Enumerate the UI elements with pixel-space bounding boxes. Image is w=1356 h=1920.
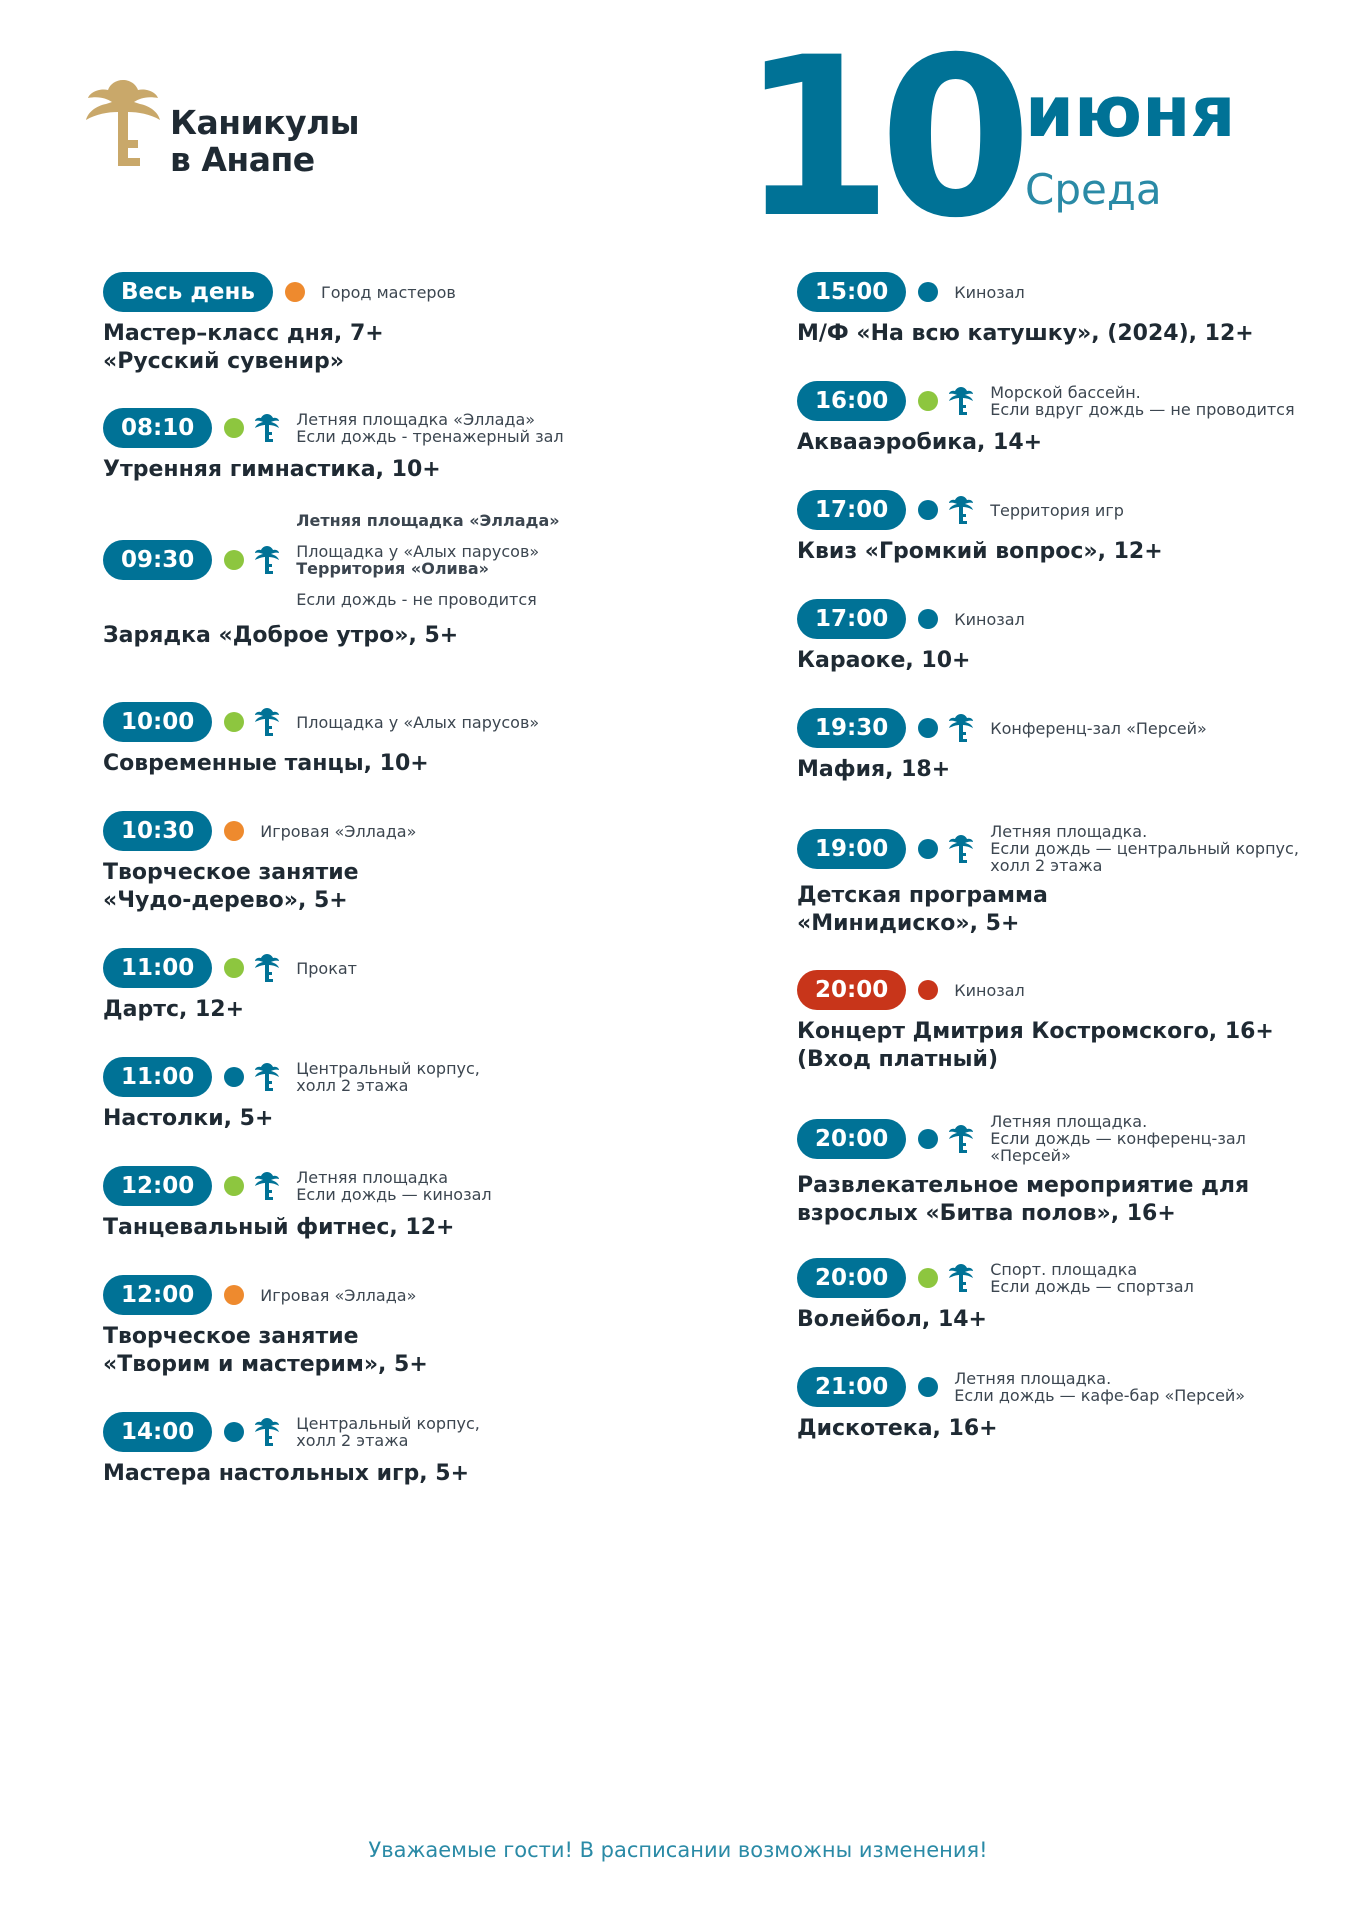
event-title bbox=[797, 1415, 1245, 1443]
category-dot-icon bbox=[918, 609, 938, 629]
event-title bbox=[797, 320, 1254, 348]
location-line: Летняя площадка. bbox=[990, 1112, 1148, 1131]
event-location bbox=[954, 284, 1025, 301]
event-right-8 bbox=[797, 1258, 1194, 1334]
location-line: Если дождь — кинозал bbox=[296, 1185, 492, 1204]
footer-notice: Уважаемые гости! В расписании возможны изменения! bbox=[368, 1838, 988, 1862]
palm-tree-icon bbox=[948, 495, 974, 525]
location-line: Если вдруг дождь — не проводится bbox=[990, 400, 1295, 419]
event-title bbox=[103, 1214, 492, 1242]
title-line: «Минидиско», 5+ bbox=[797, 911, 1020, 936]
location-line: Летняя площадка. bbox=[990, 822, 1148, 841]
event-time-pill: 20:00 bbox=[797, 1258, 906, 1298]
event-location bbox=[990, 384, 1294, 418]
event-left-7 bbox=[103, 1166, 492, 1242]
palm-tree-icon bbox=[948, 1124, 974, 1154]
title-line: Мастер–класс дня, 7+ bbox=[103, 321, 384, 346]
event-time-pill: 20:00 bbox=[797, 1119, 906, 1159]
date-weekday: Среда bbox=[1025, 165, 1162, 214]
event-time-pill: 19:30 bbox=[797, 708, 906, 748]
palm-tree-icon bbox=[254, 545, 280, 575]
location-line: Если дождь — спортзал bbox=[990, 1277, 1194, 1296]
event-location bbox=[954, 982, 1025, 999]
category-dot-icon bbox=[918, 1377, 938, 1397]
brand-line-1: Каникулы bbox=[170, 103, 360, 142]
location-line: Если дождь — кафе-бар «Персей» bbox=[954, 1386, 1246, 1405]
event-left-2 bbox=[103, 512, 560, 650]
title-line: Караоке, 10+ bbox=[797, 648, 971, 673]
category-dot-icon bbox=[918, 500, 938, 520]
event-location bbox=[321, 284, 456, 301]
event-time-pill: 09:30 bbox=[103, 540, 212, 580]
event-title bbox=[103, 750, 539, 778]
location-line: Игровая «Эллада» bbox=[260, 821, 417, 841]
event-left-1 bbox=[103, 408, 564, 484]
date-day: 10 bbox=[740, 10, 1019, 266]
event-title bbox=[103, 622, 560, 650]
event-right-9 bbox=[797, 1367, 1245, 1443]
event-right-7 bbox=[797, 1113, 1249, 1228]
event-right-6 bbox=[797, 970, 1274, 1074]
title-line: Дартс, 12+ bbox=[103, 997, 245, 1022]
location-line: Кинозал bbox=[954, 609, 1025, 629]
title-line: Волейбол, 14+ bbox=[797, 1307, 987, 1332]
location-line: Конференц-зал «Персей» bbox=[990, 718, 1207, 738]
location-line: Если дождь - тренажерный зал bbox=[296, 427, 564, 446]
event-right-5 bbox=[797, 823, 1299, 938]
location-line: Морской бассейн. bbox=[990, 383, 1141, 402]
event-time-pill: 10:30 bbox=[103, 811, 212, 851]
location-line: Если дождь — центральный корпус, bbox=[990, 839, 1299, 858]
category-dot-icon bbox=[224, 1285, 244, 1305]
palm-tree-logo-icon bbox=[78, 74, 168, 174]
event-right-3 bbox=[797, 599, 1025, 675]
category-dot-icon bbox=[224, 550, 244, 570]
title-line: Современные танцы, 10+ bbox=[103, 751, 429, 776]
event-location bbox=[990, 823, 1299, 874]
event-left-6 bbox=[103, 1057, 480, 1133]
event-location bbox=[260, 1287, 416, 1304]
event-title bbox=[797, 647, 1025, 675]
palm-tree-icon bbox=[948, 834, 974, 864]
event-time-pill: 17:00 bbox=[797, 599, 906, 639]
location-line: холл 2 этажа bbox=[990, 856, 1103, 875]
location-line: Если дождь — конференц-зал bbox=[990, 1129, 1246, 1148]
category-dot-icon bbox=[224, 1176, 244, 1196]
category-dot-icon bbox=[224, 712, 244, 732]
event-title bbox=[103, 1105, 480, 1133]
event-time-pill: Весь день bbox=[103, 272, 273, 312]
event-location bbox=[296, 411, 563, 445]
title-line: М/Ф «На всю катушку», (2024), 12+ bbox=[797, 321, 1254, 346]
event-right-2 bbox=[797, 490, 1163, 566]
event-title bbox=[103, 1323, 428, 1379]
location-line: холл 2 этажа bbox=[296, 1431, 409, 1450]
event-left-8 bbox=[103, 1275, 428, 1379]
location-line: Территория игр bbox=[990, 500, 1124, 520]
event-title bbox=[797, 882, 1299, 938]
palm-tree-icon bbox=[254, 953, 280, 983]
category-dot-icon bbox=[918, 1129, 938, 1149]
palm-tree-icon bbox=[254, 1062, 280, 1092]
event-location bbox=[260, 823, 416, 840]
category-dot-icon bbox=[224, 958, 244, 978]
event-title bbox=[797, 538, 1163, 566]
event-title bbox=[103, 1460, 480, 1488]
event-time-pill: 11:00 bbox=[103, 1057, 212, 1097]
event-title bbox=[797, 1018, 1274, 1074]
event-location bbox=[954, 611, 1025, 628]
event-time-pill: 10:00 bbox=[103, 702, 212, 742]
event-left-3 bbox=[103, 702, 539, 778]
title-line: «Творим и мастерим», 5+ bbox=[103, 1352, 428, 1377]
event-location bbox=[954, 1370, 1245, 1404]
title-line: взрослых «Битва полов», 16+ bbox=[797, 1201, 1176, 1226]
event-location bbox=[990, 1113, 1246, 1164]
event-location bbox=[990, 1261, 1194, 1295]
brand-name bbox=[170, 104, 359, 178]
location-line: холл 2 этажа bbox=[296, 1076, 409, 1095]
title-line: Дискотека, 16+ bbox=[797, 1416, 998, 1441]
event-location bbox=[296, 960, 357, 977]
location-line: Летняя площадка «Эллада» bbox=[296, 410, 536, 429]
title-line: Детская программа bbox=[797, 883, 1048, 908]
event-title bbox=[103, 456, 564, 484]
event-time-pill: 11:00 bbox=[103, 948, 212, 988]
location-line: Кинозал bbox=[954, 980, 1025, 1000]
brand-line-2: в Анапе bbox=[170, 140, 315, 179]
category-dot-icon bbox=[918, 980, 938, 1000]
location-line: Город мастеров bbox=[320, 282, 456, 302]
location-line: Площадка у «Алых парусов» bbox=[296, 542, 540, 561]
event-time-pill: 12:00 bbox=[103, 1275, 212, 1315]
event-right-4 bbox=[797, 708, 1207, 784]
event-right-0 bbox=[797, 272, 1254, 348]
title-line: Мастера настольных игр, 5+ bbox=[103, 1461, 470, 1486]
category-dot-icon bbox=[918, 839, 938, 859]
palm-tree-icon bbox=[254, 707, 280, 737]
category-dot-icon bbox=[918, 391, 938, 411]
event-title bbox=[797, 1172, 1249, 1228]
event-left-9 bbox=[103, 1412, 480, 1488]
event-time-pill: 14:00 bbox=[103, 1412, 212, 1452]
event-time-pill: 12:00 bbox=[103, 1166, 212, 1206]
category-dot-icon bbox=[224, 1067, 244, 1087]
category-dot-icon bbox=[224, 821, 244, 841]
event-time-pill: 15:00 bbox=[797, 272, 906, 312]
event-title bbox=[797, 429, 1295, 457]
event-time-pill: 20:00 bbox=[797, 970, 906, 1010]
event-location bbox=[990, 720, 1207, 737]
location-line: «Персей» bbox=[990, 1146, 1071, 1165]
category-dot-icon bbox=[918, 1268, 938, 1288]
event-time-pill: 08:10 bbox=[103, 408, 212, 448]
title-line: Концерт Дмитрия Костромского, 16+ bbox=[797, 1019, 1274, 1044]
location-line: Летняя площадка. bbox=[954, 1369, 1112, 1388]
date-month: июня bbox=[1025, 71, 1236, 153]
event-title bbox=[103, 996, 357, 1024]
event-location bbox=[296, 1060, 480, 1094]
event-title bbox=[797, 1306, 1194, 1334]
category-dot-icon bbox=[285, 282, 305, 302]
event-time-pill: 19:00 bbox=[797, 829, 906, 869]
event-location bbox=[296, 1169, 491, 1203]
event-location bbox=[296, 1415, 480, 1449]
title-line: Утренняя гимнастика, 10+ bbox=[103, 457, 441, 482]
title-line: Квиз «Громкий вопрос», 12+ bbox=[797, 539, 1163, 564]
event-left-4 bbox=[103, 811, 416, 915]
location-line: Игровая «Эллада» bbox=[260, 1285, 417, 1305]
location-line: Центральный корпус, bbox=[296, 1059, 480, 1078]
location-line: Спорт. площадка bbox=[990, 1260, 1138, 1279]
event-right-1 bbox=[797, 381, 1295, 457]
event-location bbox=[990, 502, 1124, 519]
palm-tree-icon bbox=[254, 413, 280, 443]
title-line: Творческое занятие bbox=[103, 860, 359, 885]
location-line: Центральный корпус, bbox=[296, 1414, 480, 1433]
event-left-5 bbox=[103, 948, 357, 1024]
event-left-0 bbox=[103, 272, 456, 376]
palm-tree-icon bbox=[254, 1171, 280, 1201]
category-dot-icon bbox=[918, 718, 938, 738]
category-dot-icon bbox=[224, 1422, 244, 1442]
category-dot-icon bbox=[224, 418, 244, 438]
event-title bbox=[103, 859, 416, 915]
location-line: Летняя площадка bbox=[296, 1168, 449, 1187]
event-location bbox=[296, 714, 539, 731]
location-line: Прокат bbox=[296, 958, 357, 978]
category-dot-icon bbox=[918, 282, 938, 302]
palm-tree-icon bbox=[948, 713, 974, 743]
palm-tree-icon bbox=[254, 1417, 280, 1447]
title-line: Настолки, 5+ bbox=[103, 1106, 274, 1131]
palm-tree-icon bbox=[948, 1263, 974, 1293]
title-line: «Чудо-дерево», 5+ bbox=[103, 888, 348, 913]
title-line: Развлекательное мероприятие для bbox=[797, 1173, 1250, 1198]
location-line: Площадка у «Алых парусов» bbox=[296, 712, 540, 732]
title-line: Зарядка «Доброе утро», 5+ bbox=[103, 623, 459, 648]
event-title bbox=[797, 756, 1207, 784]
event-location bbox=[296, 512, 559, 608]
location-line: Кинозал bbox=[954, 282, 1025, 302]
title-line: Творческое занятие bbox=[103, 1324, 359, 1349]
location-line: Если дождь - не проводится bbox=[296, 590, 537, 609]
location-line: Территория «Олива» bbox=[296, 559, 489, 578]
event-time-pill: 16:00 bbox=[797, 381, 906, 421]
title-line: «Русский сувенир» bbox=[103, 349, 344, 374]
event-time-pill: 21:00 bbox=[797, 1367, 906, 1407]
title-line: Танцевальный фитнес, 12+ bbox=[103, 1215, 455, 1240]
event-time-pill: 17:00 bbox=[797, 490, 906, 530]
location-line: Летняя площадка «Эллада» bbox=[296, 511, 560, 530]
title-line: (Вход платный) bbox=[797, 1047, 999, 1072]
title-line: Аквааэробика, 14+ bbox=[797, 430, 1043, 455]
palm-tree-icon bbox=[948, 386, 974, 416]
title-line: Мафия, 18+ bbox=[797, 757, 951, 782]
event-title bbox=[103, 320, 456, 376]
